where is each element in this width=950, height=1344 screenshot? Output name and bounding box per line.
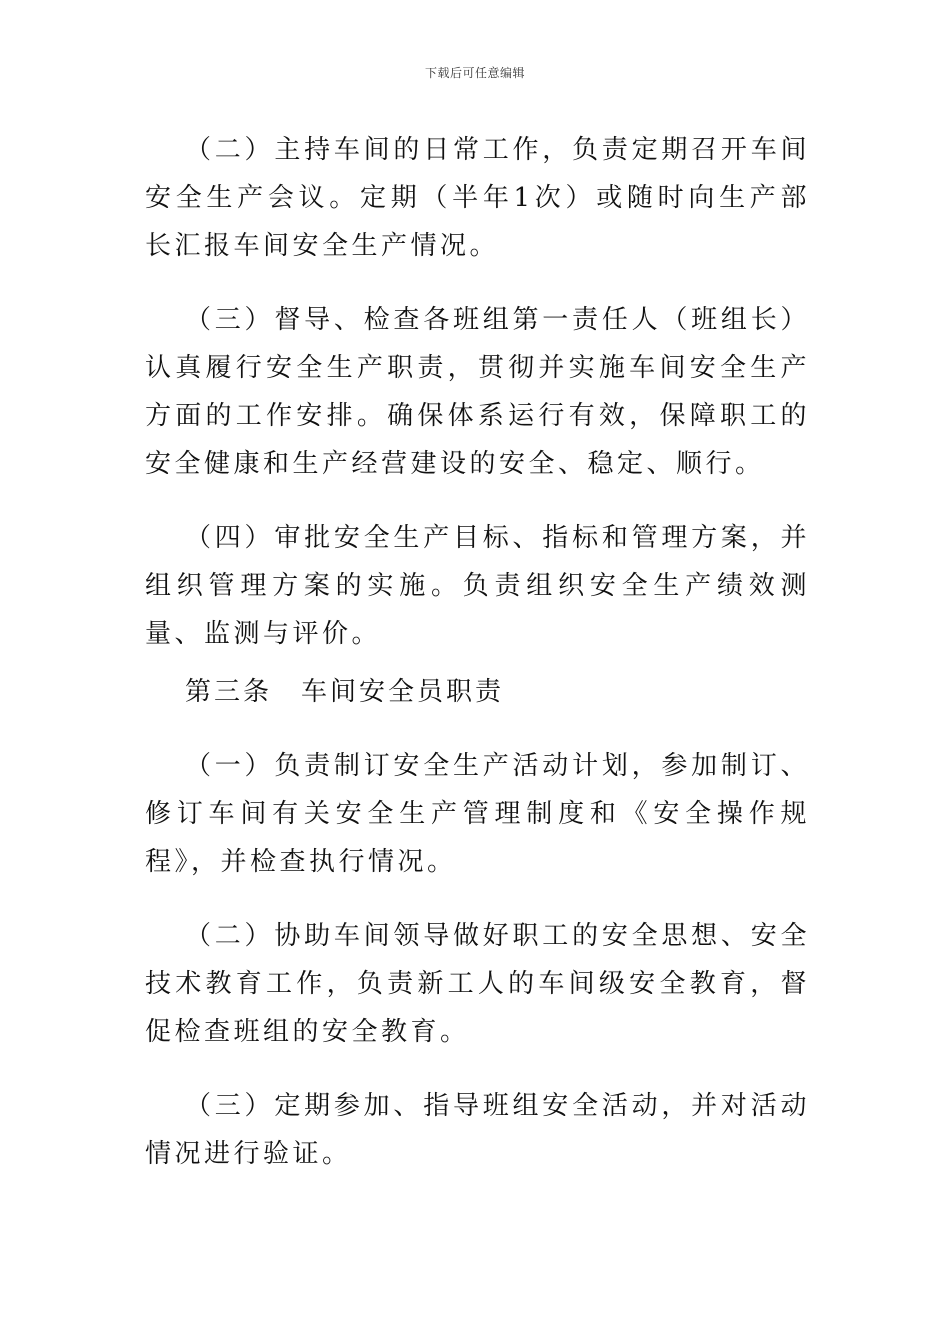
document-body <box>145 126 810 1204</box>
article-paragraph-3: （三）定期参加、指导班组安全活动，并对活动情况进行验证。 <box>145 1091 810 1169</box>
paragraph-4: （四）审批安全生产目标、指标和管理方案，并组织管理方案的实施。负责组织安全生产绩效测量、监测与评价。 <box>145 523 810 649</box>
article-paragraph-2: （二）协助车间领导做好职工的安全思想、安全技术教育工作，负责新工人的车间级安全教育，督促检查班组的安全教育。 <box>145 921 810 1047</box>
paragraph-3: （三）督导、检查各班组第一责任人（班组长）认真履行安全生产职责，贯彻并实施车间安全生产方面的工作安排。确保体系运行有效，保障职工的安全健康和生产经营建设的安全、稳定、顺行。 <box>145 305 810 479</box>
page-header: 下载后可任意编辑 <box>424 66 525 80</box>
paragraph-2: （二）主持车间的日常工作，负责定期召开车间安全生产会议。定期（半年1次）或随时向生产部长汇报车间安全生产情况。 <box>145 135 810 261</box>
article-heading: 第三条 车间安全员职责 <box>185 677 505 707</box>
article-paragraph-1: （一）负责制订安全生产活动计划，参加制订、修订车间有关安全生产管理制度和《安全操作规程》，并检查执行情况。 <box>145 751 810 877</box>
